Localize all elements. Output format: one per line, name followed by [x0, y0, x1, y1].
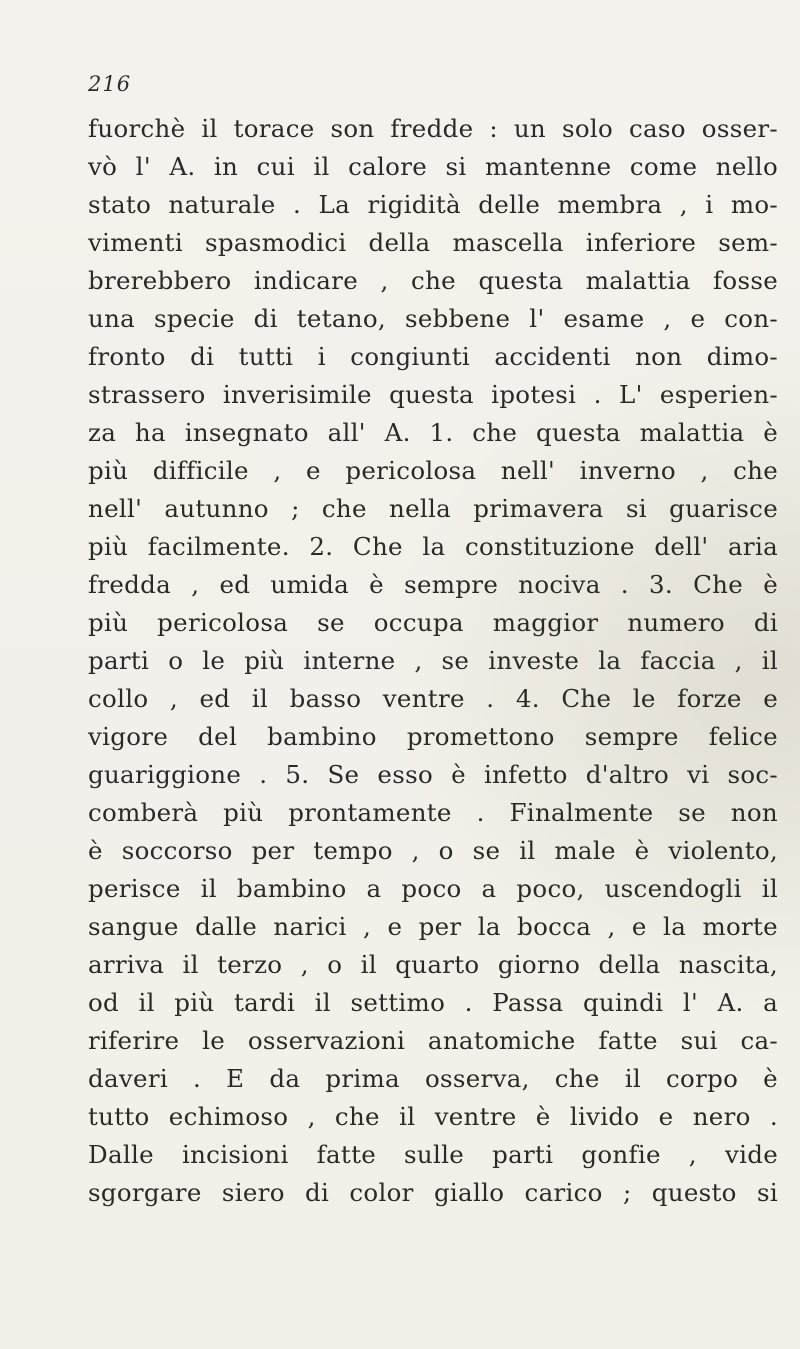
text-line: fronto di tutti i congiunti accidenti non dimo-: [88, 342, 778, 371]
text-line: riferire le osservazioni anatomiche fatte sui ca-: [88, 1026, 778, 1055]
text-line: collo , ed il basso ventre . 4. Che le forze e: [88, 684, 778, 713]
text-line: perisce il bambino a poco a poco, uscendogli il: [88, 874, 778, 903]
text-line: parti o le più interne , se investe la faccia , il: [88, 646, 778, 675]
text-line: una specie di tetano, sebbene l' esame , e con-: [88, 304, 778, 333]
text-line: più facilmente. 2. Che la constituzione dell' aria: [88, 532, 778, 561]
text-line: strassero inverisimile questa ipotesi . L' esperien-: [88, 380, 778, 409]
text-line: tutto echimoso , che il ventre è livido e nero .: [88, 1102, 778, 1131]
text-line: vò l' A. in cui il calore si mantenne come nello: [88, 152, 778, 181]
text-line: za ha insegnato all' A. 1. che questa malattia è: [88, 418, 778, 447]
text-line: guariggione . 5. Se esso è infetto d'altro vi soc-: [88, 760, 778, 789]
text-line: sgorgare siero di color giallo carico ; questo si: [88, 1178, 778, 1207]
text-line: brerebbero indicare , che questa malattia fosse: [88, 266, 778, 295]
text-line: vimenti spasmodici della mascella inferiore sem-: [88, 228, 778, 257]
text-line: è soccorso per tempo , o se il male è violento,: [88, 836, 778, 865]
text-line: stato naturale . La rigidità delle membra , i mo-: [88, 190, 778, 219]
text-line: vigore del bambino promettono sempre felice: [88, 722, 778, 751]
text-line: sangue dalle narici , e per la bocca , e la morte: [88, 912, 778, 941]
text-line: comberà più prontamente . Finalmente se non: [88, 798, 778, 827]
text-line: più pericolosa se occupa maggior numero di: [88, 608, 778, 637]
text-line: arriva il terzo , o il quarto giorno della nascita,: [88, 950, 778, 979]
page-number: 216: [88, 72, 132, 96]
text-line: od il più tardi il settimo . Passa quindi l' A. a: [88, 988, 778, 1017]
text-line: nell' autunno ; che nella primavera si guarisce: [88, 494, 778, 523]
text-line: daveri . E da prima osserva, che il corpo è: [88, 1064, 778, 1093]
text-line: fredda , ed umida è sempre nociva . 3. Che è: [88, 570, 778, 599]
text-line: più difficile , e pericolosa nell' inverno , che: [88, 456, 778, 485]
text-line: Dalle incisioni fatte sulle parti gonfie , vide: [88, 1140, 778, 1169]
text-line: fuorchè il torace son fredde : un solo caso osser-: [88, 114, 778, 143]
